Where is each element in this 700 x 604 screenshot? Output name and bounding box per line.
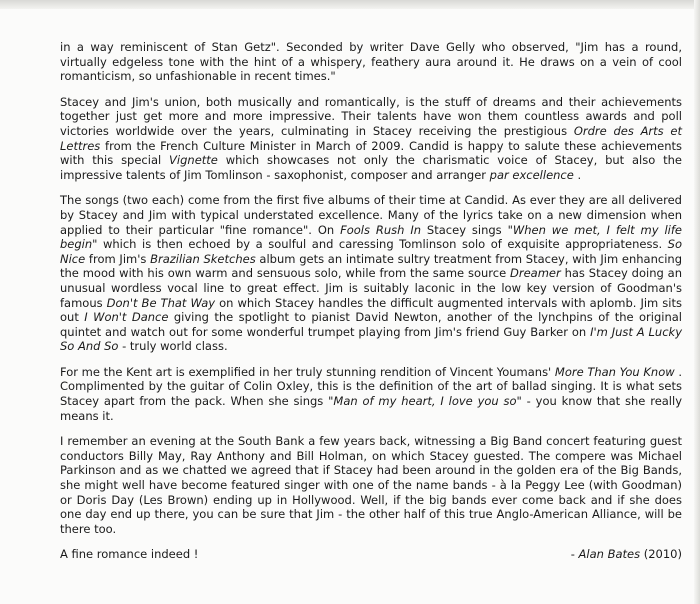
closing-line (60, 547, 682, 562)
italic-title-run: I Won't Dance (84, 310, 169, 325)
text-run: from the French Culture Minister in March of 2009. Candid is happy to salute these achievements with this special (60, 138, 682, 168)
italic-title-run: I'm Just A Lucky So And So (60, 324, 682, 354)
italic-title-run: Vignette (169, 153, 218, 168)
liner-notes-text (60, 40, 682, 562)
text-run: I remember an evening at the South Bank a few years back, witnessing a Big Band concert featuring guest conductors Billy May, Ray Anthony and Bill Holman, on which Stacey guested. The compere was Michael Parkinson and as we chatted we agreed that if Stacey had been around in the golden era of the Big Bands, she might well have become featured singer with one of the name bands - à la Peggy Lee (with Goodman) or Doris Day (Les Brown) ending up in Hollywood. Well, if the big bands ever come back and if she does one day end up there, you can be sure that Jim - the other half of this true Anglo-American Alliance, will be there too. (60, 434, 682, 536)
italic-title-run: Dreamer (510, 266, 561, 281)
paragraph-south-bank (60, 434, 682, 536)
text-run: - you know that she really means it. (60, 394, 683, 423)
italic-title-run: Fools Rush In (340, 222, 422, 237)
author-year: (2010) (640, 547, 682, 562)
italic-title-run: "Man of my heart, I love you so" (328, 394, 522, 409)
author-name: Alan Bates (578, 547, 641, 562)
italic-title-run: So Nice (60, 237, 682, 266)
text-run: Stacey sings (421, 222, 508, 237)
text-run: . Complimented by the guitar of Colin Oxley, this is the definition of the art of ballad singing. It is what sets Stacey apart from the pack. When she sings (60, 364, 682, 409)
italic-title-run: par excellence (489, 167, 574, 182)
text-run: - truly world class. (118, 339, 228, 354)
paragraph-kent-art (60, 365, 682, 423)
text-run: album gets an intimate sultry treatment from Stacey, with Jim enhancing the mood with his own warm and sensuous solo, while from the same source (60, 251, 682, 281)
text-run: which is then echoed by a soulful and caressing Tomlinson solo of exquisite appropriateness. (97, 237, 668, 252)
author-dash: - (570, 547, 579, 562)
text-run: giving the spotlight to pianist David Newton, another of the lynchpins of the original quintet and watch out for some wonderful trumpet playing from Jim's friend Guy Barker on (60, 310, 682, 339)
author-signature (571, 547, 682, 562)
text-run: . (573, 167, 582, 182)
italic-title-run: "When we met, I felt my life begin" (60, 222, 682, 252)
italic-title-run: Don't Be That Way (106, 295, 216, 310)
text-run: in a way reminiscent of Stan Getz". Seconded by writer Dave Gelly who observed, "Jim has a round, virtually edgeless tone with the hint of a whispery, feathery aura around it. He draws on a vein of cool romanticism, so unfashionable in recent times." (60, 40, 682, 84)
text-run: from Jim's (85, 251, 151, 266)
closing-remark: A fine romance indeed ! (60, 547, 199, 562)
scan-top-edge (0, 0, 700, 9)
italic-title-run: Ordre des Arts et Lettres (60, 123, 682, 153)
paragraph-songs (60, 193, 682, 354)
paragraph-getz-comparison (60, 40, 682, 84)
text-run: For me the Kent art is exemplified in her truly stunning rendition of Vincent Youmans' (60, 364, 555, 379)
text-run: has Stacey doing an unusual wordless vocal line to great effect. Jim is suitably laconic in the low key version of Goodman's famous (60, 266, 682, 310)
italic-title-run: Brazilian Sketches (150, 251, 256, 266)
text-run: which showcases not only the charismatic voice of Stacey, but also the impressive talents of Jim Tomlinson - saxophonist, composer and arranger (60, 153, 682, 182)
text-run: The songs (two each) come from the first five albums of their time at Candid. As ever they are all delivered by Stacey and Jim with typical understated excellence. Many of the lyrics take on a new dimension when applied to their particular "fine romance". On (60, 193, 682, 237)
italic-title-run: More Than You Know (554, 364, 675, 379)
scan-right-edge (694, 0, 700, 604)
text-run: on which Stacey handles the difficult augmented intervals with aplomb. Jim sits out (60, 295, 682, 325)
text-run: Stacey and Jim's union, both musically and romantically, is the stuff of dreams and their achievements together just get more and more impressive. Their talents have won them countless awards and poll victories worldwide over the years, culminating in Stacey receiving the prestigious (60, 94, 682, 138)
paragraph-union (60, 95, 682, 183)
